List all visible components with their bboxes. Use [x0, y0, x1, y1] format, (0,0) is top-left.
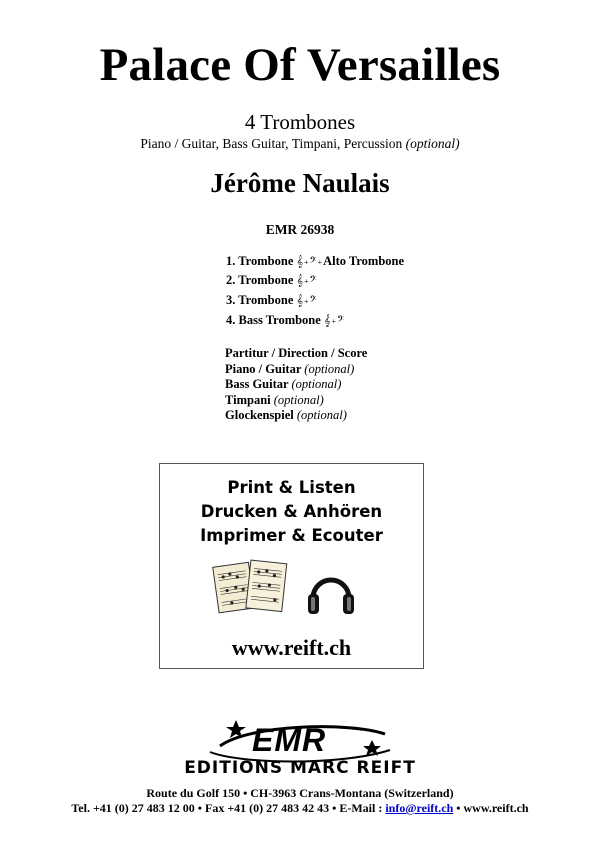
promo-url[interactable]: www.reift.ch: [231, 635, 352, 660]
material-item: [225, 377, 367, 393]
material-item: [225, 362, 367, 378]
publisher-name: EDITIONS MARC REIFT: [184, 758, 416, 778]
part-1-extra: Alto Trombone: [323, 254, 405, 268]
materials-list: [225, 346, 367, 424]
material-item: [225, 393, 367, 409]
headphones-icon: [305, 566, 357, 618]
material-label: Piano / Guitar: [225, 361, 302, 376]
plus-sign: +: [304, 258, 309, 267]
treble-clef-icon: 𝄞: [323, 314, 331, 327]
part-4-label: 4. Bass Trombone: [226, 313, 321, 327]
contact-suffix: • www.reift.ch: [453, 801, 529, 815]
material-note: (optional): [296, 408, 347, 422]
material-note: (optional): [304, 361, 355, 376]
part-1-label: 1. Trombone: [226, 254, 294, 268]
part-2: [226, 273, 317, 288]
accompaniment-line: [0, 136, 600, 152]
part-4: [226, 313, 344, 328]
material-note: (optional): [273, 392, 324, 407]
bass-clef-icon: 𝄢: [309, 294, 317, 307]
part-3-label: 3. Trombone: [226, 293, 294, 307]
publisher-address: Route du Golf 150 • CH-3963 Crans-Montana (Switzerland): [146, 786, 454, 800]
part-2-label: 2. Trombone: [226, 273, 294, 287]
promo-line-de: Drucken & Anhören: [200, 502, 383, 521]
material-item: [225, 346, 367, 362]
sheet-music-icon: [208, 554, 298, 620]
accompaniment-text: Piano / Guitar, Bass Guitar, Timpani, Percussion: [140, 136, 403, 151]
catalog-number: EMR 26938: [265, 222, 335, 237]
material-label: Glockenspiel: [225, 408, 294, 422]
print-listen-box: [159, 463, 424, 669]
material-note: (optional): [291, 377, 342, 391]
material-label: Partitur / Direction / Score: [225, 346, 368, 360]
publisher-logo: [140, 716, 460, 778]
material-label: Bass Guitar: [225, 377, 289, 391]
email-link[interactable]: info@reift.ch: [385, 801, 454, 815]
treble-clef-icon: 𝄞: [296, 294, 304, 307]
part-1: [226, 254, 404, 269]
page-title: Palace Of Versailles: [99, 39, 501, 91]
promo-line-en: Print & Listen: [227, 478, 356, 497]
composer: Jérôme Naulais: [210, 168, 390, 198]
promo-line-fr: Imprimer & Ecouter: [200, 526, 383, 545]
bass-clef-icon: 𝄢: [309, 255, 317, 268]
plus-sign: +: [304, 277, 309, 286]
logo-text: EMR: [252, 722, 327, 758]
contact-prefix: Tel. +41 (0) 27 483 12 00 • Fax +41 (0) 27 483 42 43 • E-Mail :: [71, 801, 386, 815]
material-item: [225, 408, 367, 424]
treble-clef-icon: 𝄞: [296, 274, 304, 287]
instrumentation: 4 Trombones: [244, 110, 356, 134]
accompaniment-optional: (optional): [405, 136, 460, 151]
bass-clef-icon: 𝄢: [336, 314, 345, 327]
treble-clef-icon: 𝄞: [296, 255, 304, 268]
part-3: [226, 293, 317, 308]
publisher-contact: [0, 801, 600, 816]
plus-sign: +: [304, 297, 309, 306]
material-label: Timpani: [225, 392, 271, 407]
plus-sign: +: [331, 317, 336, 326]
bass-clef-icon: 𝄢: [309, 274, 317, 287]
plus-sign: +: [317, 258, 323, 267]
